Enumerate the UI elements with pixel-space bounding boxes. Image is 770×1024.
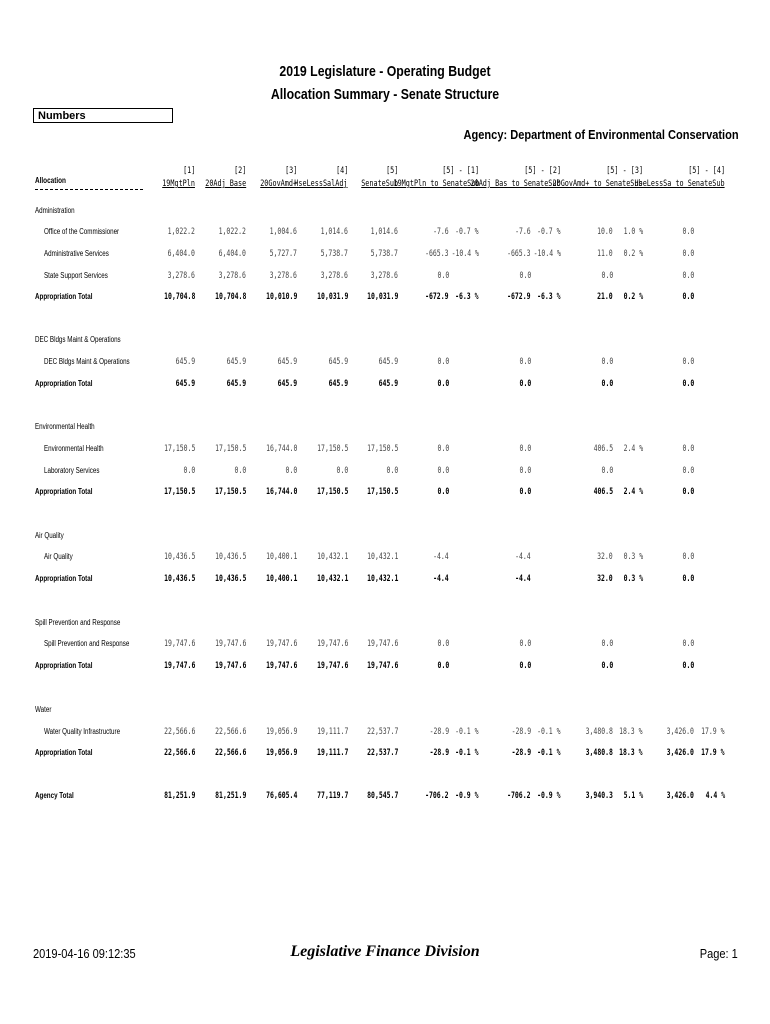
cell-col-10: 406.5 [593, 487, 613, 497]
cell-col-9: -0.9 % [537, 791, 561, 801]
cell-col-11: 1.0 % [623, 227, 643, 237]
agency-total-row [0, 791, 770, 803]
cell-col-6: 0.0 [437, 466, 449, 476]
cell-col-9: -0.1 % [537, 727, 561, 737]
cell-col-1: 1,022.2 [167, 227, 195, 237]
row-label: Administration [35, 206, 75, 215]
cell-col-1: 6,404.0 [167, 249, 195, 259]
footer-page-number: Page: 1 [699, 946, 738, 961]
cell-col-12: 0.0 [682, 357, 694, 367]
cell-col-3: 5,727.7 [269, 249, 297, 259]
column-number-9: [5] - [4] [688, 166, 725, 176]
cell-col-8: 0.0 [519, 487, 531, 497]
column-label-9: HseLessSa to SenateSub [634, 179, 725, 189]
cell-col-4: 645.9 [328, 357, 348, 367]
cell-col-7: -0.1 % [455, 727, 479, 737]
row-label: Spill Prevention and Response [44, 639, 130, 648]
cell-col-1: 17,150.5 [163, 487, 195, 497]
cell-col-5: 10,432.1 [366, 574, 398, 584]
cell-col-3: 10,010.9 [265, 292, 297, 302]
agency-label: Agency: Department of Environmental Conservation [463, 127, 739, 142]
cell-col-2: 19,747.6 [214, 639, 246, 649]
cell-col-1: 645.9 [175, 357, 195, 367]
cell-col-10: 3,480.8 [585, 748, 613, 758]
cell-col-2: 10,436.5 [214, 552, 246, 562]
cell-col-13: 4.4 % [705, 791, 725, 801]
cell-col-7: -0.1 % [455, 748, 479, 758]
table-row [0, 466, 770, 478]
cell-col-1: 10,704.8 [163, 292, 195, 302]
cell-col-2: 645.9 [226, 357, 246, 367]
cell-col-10: 0.0 [601, 379, 613, 389]
column-number-2: [2] [233, 166, 246, 176]
cell-col-6: 0.0 [437, 661, 449, 671]
cell-col-3: 19,056.9 [265, 727, 297, 737]
cell-col-5: 19,747.6 [366, 661, 398, 671]
cell-col-8: -672.9 [507, 292, 531, 302]
cell-col-11: 18.3 % [619, 727, 643, 737]
cell-col-1: 17,150.5 [163, 444, 195, 454]
cell-col-1: 81,251.9 [163, 791, 195, 801]
column-label-7: 20Adj Bas to SenateSub [470, 179, 561, 189]
row-label: Agency Total [35, 791, 74, 800]
row-label: Administrative Services [44, 249, 109, 258]
report-subtitle: Allocation Summary - Senate Structure [270, 86, 500, 103]
row-label: Appropriation Total [35, 661, 93, 670]
cell-col-6: 0.0 [437, 357, 449, 367]
cell-col-4: 645.9 [328, 379, 348, 389]
cell-col-8: 0.0 [519, 379, 531, 389]
column-number-4: [4] [335, 166, 348, 176]
cell-col-8: -4.4 [515, 574, 531, 584]
cell-col-8: -28.9 [511, 727, 531, 737]
cell-col-4: 17,150.5 [316, 487, 348, 497]
cell-col-4: 5,738.7 [320, 249, 348, 259]
cell-col-12: 3,426.0 [666, 791, 694, 801]
appropriation-total-row [0, 574, 770, 586]
cell-col-12: 0.0 [682, 444, 694, 454]
cell-col-1: 22,566.6 [163, 727, 195, 737]
cell-col-8: -706.2 [507, 791, 531, 801]
row-label: Air Quality [44, 552, 73, 561]
cell-col-5: 10,031.9 [366, 292, 398, 302]
cell-col-6: 0.0 [437, 271, 449, 281]
cell-col-10: 11.0 [597, 249, 613, 259]
cell-col-12: 3,426.0 [666, 748, 694, 758]
cell-col-11: 0.2 % [623, 292, 643, 302]
table-row [0, 552, 770, 564]
cell-col-5: 10,432.1 [366, 552, 398, 562]
cell-col-2: 645.9 [226, 379, 246, 389]
cell-col-12: 0.0 [682, 661, 694, 671]
column-number-7: [5] - [2] [524, 166, 561, 176]
cell-col-3: 76,605.4 [265, 791, 297, 801]
row-label: Water Quality Infrastructure [44, 727, 121, 736]
table-row [0, 249, 770, 261]
cell-col-2: 10,704.8 [214, 292, 246, 302]
cell-col-3: 0.0 [285, 466, 297, 476]
cell-col-2: 10,436.5 [214, 574, 246, 584]
cell-col-4: 10,432.1 [316, 574, 348, 584]
cell-col-1: 0.0 [183, 466, 195, 476]
column-label-6: 19MgtPln to SenateSub [393, 179, 479, 189]
cell-col-6: -665.3 [425, 249, 449, 259]
cell-col-10: 0.0 [601, 466, 613, 476]
cell-col-8: -4.4 [515, 552, 531, 562]
cell-col-12: 0.0 [682, 227, 694, 237]
row-label: Appropriation Total [35, 574, 93, 583]
cell-col-4: 1,014.6 [320, 227, 348, 237]
cell-col-4: 3,278.6 [320, 271, 348, 281]
cell-col-1: 19,747.6 [163, 661, 195, 671]
column-label-2: 20Adj Base [205, 179, 246, 189]
column-number-3: [3] [284, 166, 297, 176]
cell-col-9: -0.7 % [537, 227, 561, 237]
cell-col-8: -28.9 [511, 748, 531, 758]
cell-col-2: 1,022.2 [218, 227, 246, 237]
cell-col-6: 0.0 [437, 639, 449, 649]
group-header-row [0, 705, 770, 717]
cell-col-1: 10,436.5 [163, 552, 195, 562]
cell-col-3: 19,747.6 [265, 639, 297, 649]
cell-col-2: 22,566.6 [214, 748, 246, 758]
footer-division: Legislative Finance Division [290, 943, 480, 960]
cell-col-4: 77,119.7 [316, 791, 348, 801]
cell-col-10: 32.0 [597, 574, 613, 584]
cell-col-12: 0.0 [682, 466, 694, 476]
cell-col-10: 0.0 [601, 357, 613, 367]
row-label: Appropriation Total [35, 487, 93, 496]
cell-col-5: 17,150.5 [366, 487, 398, 497]
cell-col-8: 0.0 [519, 271, 531, 281]
cell-col-13: 17.9 % [701, 727, 725, 737]
cell-col-8: 0.0 [519, 466, 531, 476]
cell-col-3: 19,056.9 [265, 748, 297, 758]
cell-col-2: 6,404.0 [218, 249, 246, 259]
column-label-3: 20GovAmd+ [260, 179, 297, 189]
cell-col-8: 0.0 [519, 639, 531, 649]
cell-col-4: 19,111.7 [316, 748, 348, 758]
cell-col-5: 19,747.6 [366, 639, 398, 649]
cell-col-10: 0.0 [601, 639, 613, 649]
cell-col-2: 17,150.5 [214, 444, 246, 454]
cell-col-4: 0.0 [336, 466, 348, 476]
cell-col-4: 10,432.1 [316, 552, 348, 562]
cell-col-12: 0.0 [682, 271, 694, 281]
column-number-5: [5] [385, 166, 398, 176]
cell-col-2: 3,278.6 [218, 271, 246, 281]
column-label-5: SenateSub [361, 179, 398, 189]
cell-col-9: -0.1 % [537, 748, 561, 758]
group-header-row [0, 335, 770, 347]
cell-col-3: 1,004.6 [269, 227, 297, 237]
cell-col-12: 3,426.0 [666, 727, 694, 737]
cell-col-3: 10,400.1 [265, 574, 297, 584]
cell-col-5: 5,738.7 [370, 249, 398, 259]
appropriation-total-row [0, 748, 770, 760]
cell-col-10: 0.0 [601, 661, 613, 671]
report-title: 2019 Legislature - Operating Budget [279, 63, 491, 80]
cell-col-2: 22,566.6 [214, 727, 246, 737]
row-label: Appropriation Total [35, 292, 93, 301]
cell-col-10: 3,940.3 [585, 791, 613, 801]
cell-col-6: -4.4 [433, 574, 449, 584]
cell-col-9: -6.3 % [537, 292, 561, 302]
cell-col-11: 0.2 % [623, 249, 643, 259]
cell-col-5: 22,537.7 [366, 727, 398, 737]
cell-col-10: 406.5 [593, 444, 613, 454]
group-header-row [0, 422, 770, 434]
table-row [0, 227, 770, 239]
cell-col-12: 0.0 [682, 639, 694, 649]
table-row [0, 639, 770, 651]
row-label: DEC Bldgs Maint & Operations [35, 335, 121, 344]
cell-col-2: 17,150.5 [214, 487, 246, 497]
cell-col-6: 0.0 [437, 379, 449, 389]
cell-col-5: 645.9 [378, 357, 398, 367]
cell-col-5: 22,537.7 [366, 748, 398, 758]
cell-col-1: 10,436.5 [163, 574, 195, 584]
group-header-row [0, 531, 770, 543]
cell-col-12: 0.0 [682, 292, 694, 302]
cell-col-12: 0.0 [682, 574, 694, 584]
cell-col-6: -4.4 [433, 552, 449, 562]
footer-date: 2019-04-16 09:12:35 [33, 946, 136, 961]
cell-col-3: 10,400.1 [265, 552, 297, 562]
appropriation-total-row [0, 379, 770, 391]
cell-col-10: 0.0 [601, 271, 613, 281]
cell-col-6: -672.9 [425, 292, 449, 302]
cell-col-6: -7.6 [433, 227, 449, 237]
cell-col-10: 32.0 [597, 552, 613, 562]
row-label: Appropriation Total [35, 379, 93, 388]
cell-col-3: 16,744.0 [265, 487, 297, 497]
row-label: Environmental Health [35, 422, 95, 431]
cell-col-6: -28.9 [429, 727, 449, 737]
column-number-8: [5] - [3] [606, 166, 643, 176]
column-number-6: [5] - [1] [442, 166, 479, 176]
table-row [0, 271, 770, 283]
cell-col-5: 3,278.6 [370, 271, 398, 281]
appropriation-total-row [0, 661, 770, 673]
cell-col-8: -7.6 [515, 227, 531, 237]
cell-col-10: 21.0 [597, 292, 613, 302]
cell-col-11: 2.4 % [623, 444, 643, 454]
cell-col-6: -706.2 [425, 791, 449, 801]
cell-col-7: -10.4 % [451, 249, 479, 259]
cell-col-3: 645.9 [277, 357, 297, 367]
cell-col-1: 645.9 [175, 379, 195, 389]
cell-col-1: 22,566.6 [163, 748, 195, 758]
cell-col-3: 645.9 [277, 379, 297, 389]
allocation-header-rule [35, 189, 143, 190]
row-label: State Support Services [44, 271, 108, 280]
appropriation-total-row [0, 292, 770, 304]
cell-col-4: 19,747.6 [316, 639, 348, 649]
cell-col-11: 18.3 % [619, 748, 643, 758]
column-label-1: 19MgtPln [162, 179, 195, 189]
cell-col-10: 10.0 [597, 227, 613, 237]
cell-col-11: 5.1 % [623, 791, 643, 801]
cell-col-4: 19,111.7 [316, 727, 348, 737]
cell-col-6: 0.0 [437, 444, 449, 454]
cell-col-11: 2.4 % [623, 487, 643, 497]
cell-col-12: 0.0 [682, 552, 694, 562]
cell-col-5: 645.9 [378, 379, 398, 389]
cell-col-12: 0.0 [682, 379, 694, 389]
cell-col-11: 0.3 % [623, 574, 643, 584]
numbers-label-box: Numbers [33, 108, 173, 123]
cell-col-1: 19,747.6 [163, 639, 195, 649]
cell-col-8: 0.0 [519, 357, 531, 367]
table-row [0, 444, 770, 456]
cell-col-3: 16,744.0 [265, 444, 297, 454]
cell-col-7: -0.9 % [455, 791, 479, 801]
row-label: Spill Prevention and Response [35, 618, 121, 627]
row-label: Office of the Commissioner [44, 227, 120, 236]
cell-col-5: 1,014.6 [370, 227, 398, 237]
cell-col-4: 19,747.6 [316, 661, 348, 671]
cell-col-10: 3,480.8 [585, 727, 613, 737]
cell-col-9: -10.4 % [533, 249, 561, 259]
group-header-row [0, 206, 770, 218]
row-label: DEC Bldgs Maint & Operations [44, 357, 130, 366]
cell-col-7: -0.7 % [455, 227, 479, 237]
cell-col-4: 10,031.9 [316, 292, 348, 302]
cell-col-8: -665.3 [507, 249, 531, 259]
cell-col-6: -28.9 [429, 748, 449, 758]
cell-col-8: 0.0 [519, 444, 531, 454]
column-number-1: [1] [182, 166, 195, 176]
cell-col-2: 81,251.9 [214, 791, 246, 801]
cell-col-1: 3,278.6 [167, 271, 195, 281]
cell-col-5: 17,150.5 [366, 444, 398, 454]
cell-col-3: 3,278.6 [269, 271, 297, 281]
cell-col-5: 0.0 [386, 466, 398, 476]
column-label-4: HseLessSalAdj [294, 179, 348, 189]
group-header-row [0, 618, 770, 630]
row-label: Air Quality [35, 531, 64, 540]
column-label-8: 20GovAmd+ to SenateSub [552, 179, 643, 189]
cell-col-4: 17,150.5 [316, 444, 348, 454]
cell-col-13: 17.9 % [701, 748, 725, 758]
cell-col-12: 0.0 [682, 487, 694, 497]
table-row [0, 727, 770, 739]
cell-col-2: 19,747.6 [214, 661, 246, 671]
cell-col-7: -6.3 % [455, 292, 479, 302]
cell-col-11: 0.3 % [623, 552, 643, 562]
cell-col-6: 0.0 [437, 487, 449, 497]
row-label: Appropriation Total [35, 748, 93, 757]
table-row [0, 357, 770, 369]
cell-col-2: 0.0 [234, 466, 246, 476]
allocation-header: Allocation [35, 176, 66, 185]
cell-col-8: 0.0 [519, 661, 531, 671]
cell-col-5: 80,545.7 [366, 791, 398, 801]
row-label: Water [35, 705, 52, 714]
cell-col-12: 0.0 [682, 249, 694, 259]
cell-col-3: 19,747.6 [265, 661, 297, 671]
row-label: Environmental Health [44, 444, 104, 453]
row-label: Laboratory Services [44, 466, 100, 475]
appropriation-total-row [0, 487, 770, 499]
